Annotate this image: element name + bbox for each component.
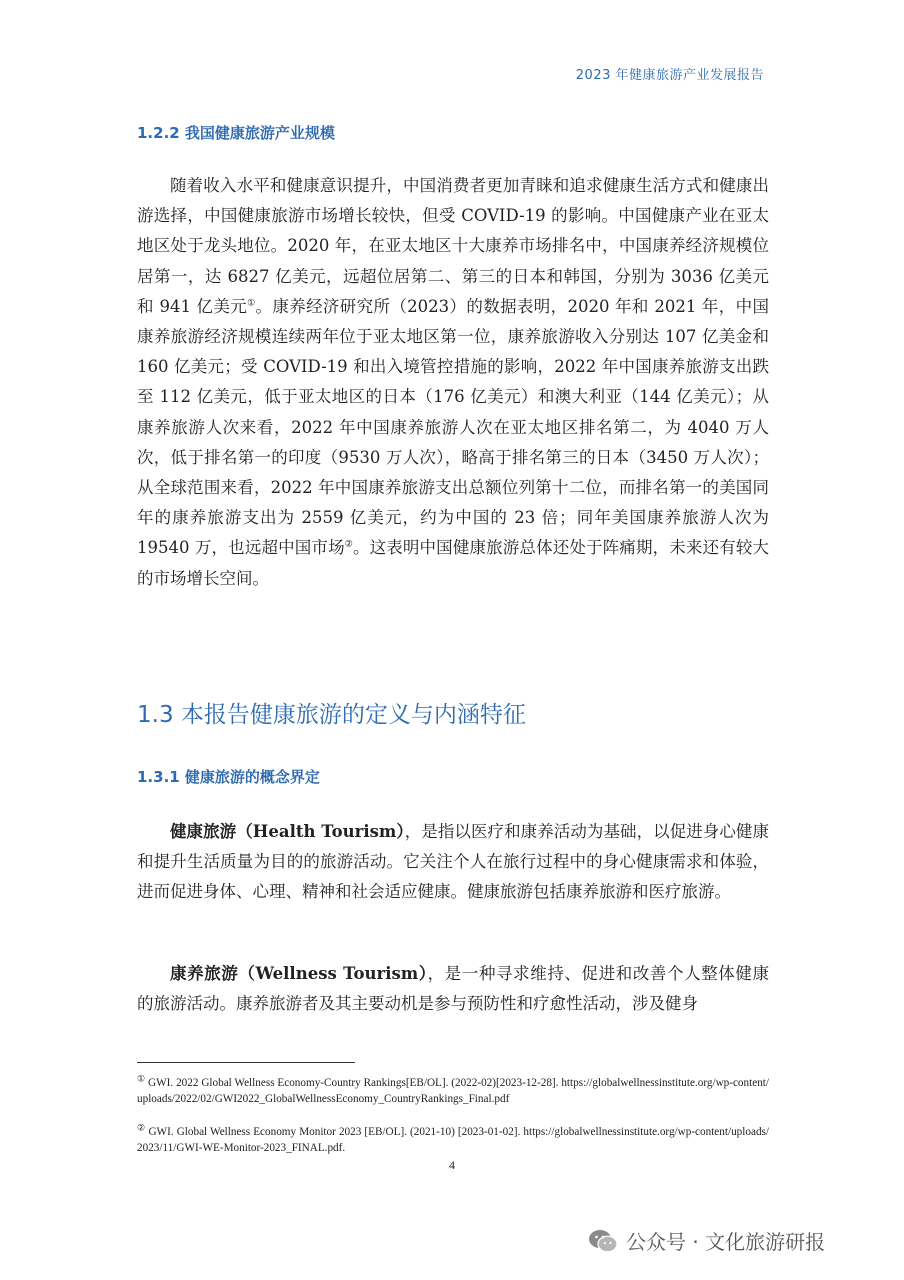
health-tourism-term: 健康旅游（Health Tourism） bbox=[170, 822, 405, 841]
wellness-tourism-text: ，是一种寻求维持、促进和改善个人整体健康的旅游活动。康养旅游者及其主要动机是参与预防性和疗愈性活动，涉及健身 bbox=[137, 964, 769, 1014]
footnote-1-marker: ① bbox=[137, 1073, 146, 1084]
footnote-2-text[interactable]: GWI. Global Wellness Economy Monitor 2023 [EB/OL]. (2021-10) [2023-01-02]. https://globalwellnessinstitute.org/wp-content/uploads/2023/11/GWI-WE-Monitor-2023_FINAL.pdf. bbox=[137, 1126, 769, 1154]
health-tourism-definition bbox=[137, 817, 769, 908]
footnote-1-text[interactable]: GWI. 2022 Global Wellness Economy-Country Rankings[EB/OL]. (2022-02)[2023-12-28]. https://globalwellnessinstitute.org/wp-content/uploads/2022/02/GWI2022_GlobalWellnessEconomy_CountryRankings_Final.pdf bbox=[137, 1077, 770, 1105]
wechat-icon bbox=[588, 1228, 618, 1254]
footnote-2-marker: ② bbox=[137, 1122, 146, 1133]
footnote-1 bbox=[137, 1075, 769, 1107]
scale-paragraph-part1: 随着收入水平和健康意识提升，中国消费者更加青睐和追求健康生活方式和健康出游选择，中国健康旅游市场增长较快，但受 COVID-19 的影响。中国健康产业在亚太地区处于龙头地位。2020 年，在亚太地区十大康养市场排名中，中国康养经济规模位居第一，达 6827 亿美元，远超位居第二、第三的日本和韩国，分别为 3036 亿美元和 941 亿美元 bbox=[137, 176, 769, 316]
section-heading-1-2-2: 1.2.2 我国健康旅游产业规模 bbox=[137, 124, 335, 142]
footnote-ref-2[interactable]: ② bbox=[344, 539, 353, 550]
wellness-tourism-term: 康养旅游（Wellness Tourism） bbox=[170, 964, 428, 983]
wellness-tourism-definition bbox=[137, 959, 769, 1019]
footnote-ref-1[interactable]: ① bbox=[247, 298, 256, 309]
scale-paragraph-part2: 。康养经济研究所（2023）的数据表明，2020 年和 2021 年，中国康养旅游经济规模连续两年位于亚太地区第一位，康养旅游收入分别达 107 亿美金和 160 亿美元；受 COVID-19 和出入境管控措施的影响，2022 年中国康养旅游支出跌至 112 亿美元，低于亚太地区的日本（176 亿美元）和澳大利亚（144 亿美元）；从康养旅游人次来看，2022 年中国康养旅游人次在亚太地区排名第二，为 4040 万人次，低于排名第一的印度（9530 万人次），略高于排名第三的日本（3450 万人次）；从全球范围来看，2022 年中国康养旅游支出总额位列第十二位，而排名第一的美国同年的康养旅游支出为 2559 亿美元，约为中国的 23 倍；同年美国康养旅游人次为 19540 万，也远超中国市场 bbox=[137, 296, 769, 558]
watermark bbox=[588, 1226, 825, 1255]
scale-paragraph bbox=[137, 171, 769, 594]
running-header: 2023 年健康旅游产业发展报告 bbox=[575, 68, 764, 83]
health-tourism-text: ，是指以医疗和康养活动为基础，以促进身心健康和提升生活质量为目的的旅游活动。它关注个人在旅行过程中的身心健康需求和体验，进而促进身体、心理、精神和社会适应健康。健康旅游包括康养旅游和医疗旅游。 bbox=[137, 822, 769, 902]
scale-paragraph-part3: 。这表明中国健康旅游总体还处于阵痛期，未来还有较大的市场增长空间。 bbox=[137, 538, 769, 588]
section-heading-1-3-1: 1.3.1 健康旅游的概念界定 bbox=[137, 768, 320, 786]
page-number: 4 bbox=[449, 1158, 455, 1172]
footnote-2 bbox=[137, 1124, 769, 1156]
footnote-separator bbox=[137, 1062, 355, 1063]
watermark-text: 公众号 · 文化旅游研报 bbox=[626, 1230, 826, 1254]
section-heading-1-3: 1.3 本报告健康旅游的定义与内涵特征 bbox=[137, 702, 526, 728]
